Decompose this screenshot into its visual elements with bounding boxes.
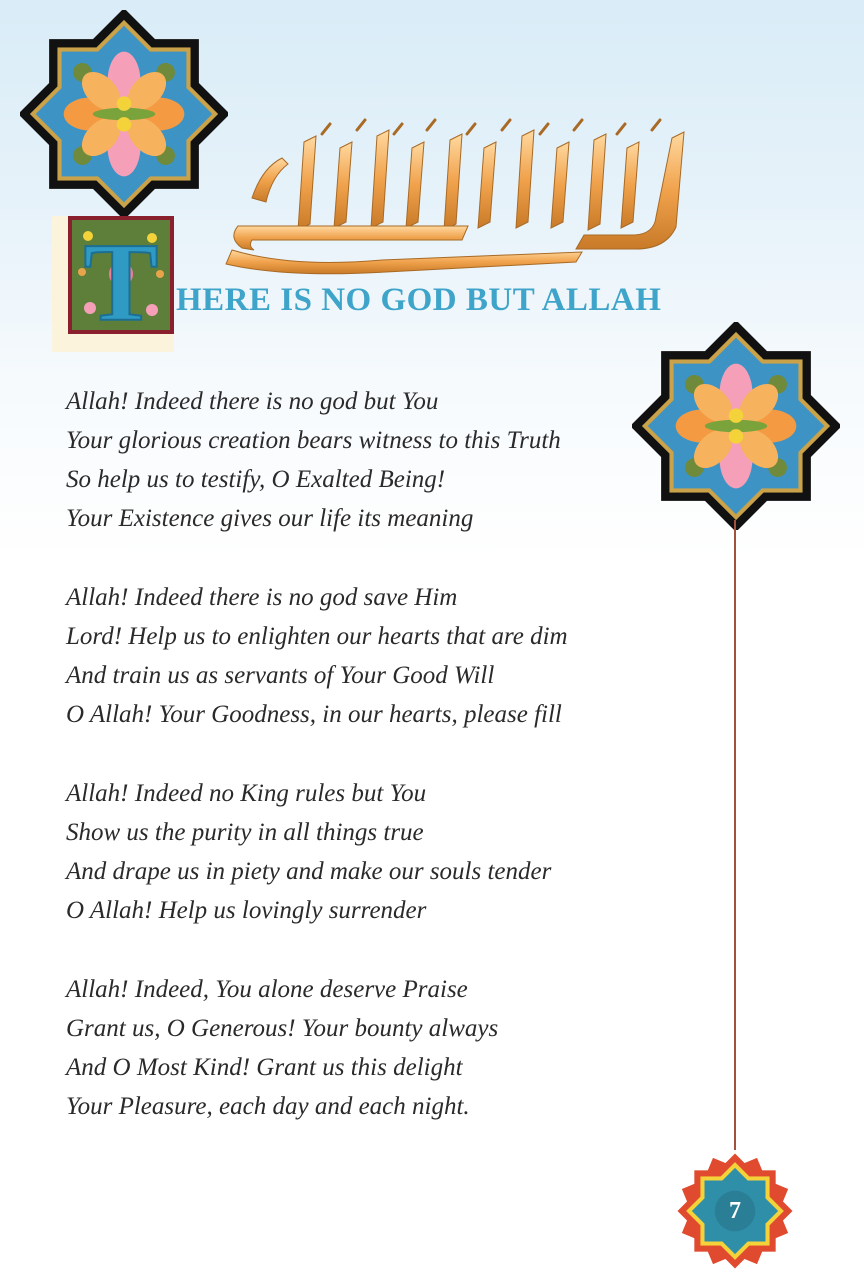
poem-line: And train us as servants of Your Good Will — [66, 662, 495, 689]
vertical-rule — [734, 520, 736, 1150]
poem-line: O Allah! Help us lovingly surrender — [66, 897, 427, 924]
poem-line: Allah! Indeed there is no god but You — [66, 388, 439, 415]
stanza — [66, 578, 626, 734]
floral-star-ornament-icon — [632, 322, 840, 530]
poem-line: And drape us in piety and make our souls tender — [66, 858, 552, 885]
poem-line: Allah! Indeed no King rules but You — [66, 780, 427, 807]
poem-line: Lord! Help us to enlighten our hearts that are dim — [66, 623, 568, 650]
poem — [66, 382, 626, 1166]
poem-line: Your Pleasure, each day and each night. — [66, 1093, 470, 1120]
illuminated-dropcap — [68, 216, 174, 334]
poem-line: Your glorious creation bears witness to this Truth — [66, 427, 561, 454]
poem-line: Allah! Indeed there is no god save Him — [66, 584, 458, 611]
stanza — [66, 774, 626, 930]
page-number: 7 — [729, 1198, 741, 1224]
floral-star-ornament-icon — [20, 10, 228, 218]
poem-line: And O Most Kind! Grant us this delight — [66, 1054, 463, 1081]
poem-line: Grant us, O Generous! Your bounty always — [66, 1015, 499, 1042]
poem-line: O Allah! Your Goodness, in our hearts, please fill — [66, 701, 562, 728]
page-title: HERE IS NO GOD BUT ALLAH — [176, 282, 662, 318]
poem-line: Show us the purity in all things true — [66, 819, 424, 846]
dropcap-letter: T — [83, 221, 159, 334]
poem-line: Allah! Indeed, You alone deserve Praise — [66, 976, 468, 1003]
arabic-calligraphy — [222, 118, 697, 278]
stanza — [66, 970, 626, 1126]
poem-line: Your Existence gives our life its meaning — [66, 505, 474, 532]
poem-line: So help us to testify, O Exalted Being! — [66, 466, 446, 493]
stanza — [66, 382, 626, 538]
